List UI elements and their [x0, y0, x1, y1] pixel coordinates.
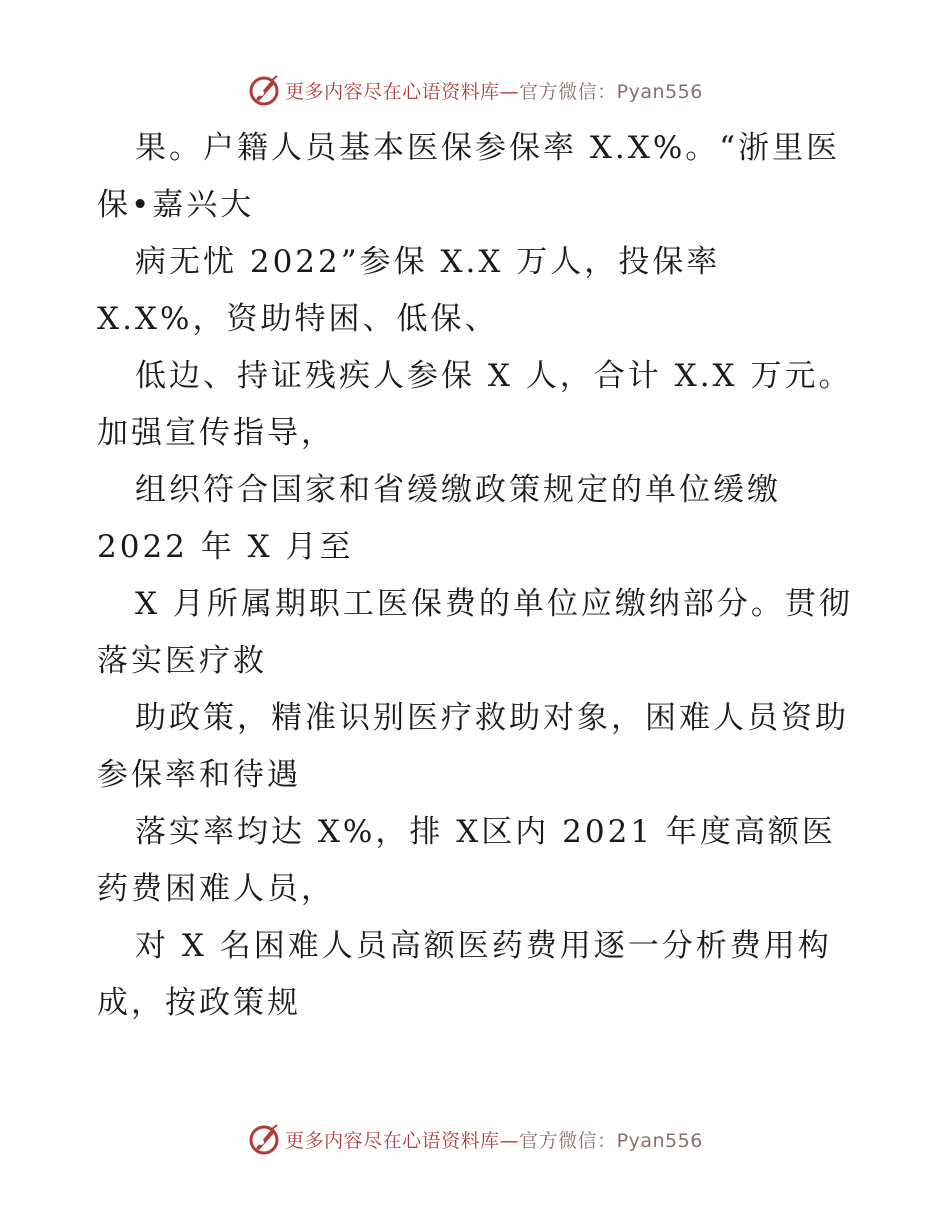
- document-body: [97, 120, 857, 1032]
- footer-banner: [0, 1119, 950, 1159]
- paragraph-line: 低边、持证残疾人参保 X 人，合计 X.X 万元。加强宣传指导，: [97, 358, 853, 451]
- banner-text: [285, 77, 703, 104]
- quill-logo-icon: [247, 73, 281, 107]
- banner-wechat-text: 官方微信：Pyan556: [519, 80, 703, 103]
- quill-logo-icon: [247, 1122, 281, 1156]
- banner-site-text: 更多内容尽在心语资料库—: [285, 1129, 520, 1152]
- paragraph-line: 助政策，精准识别医疗救助对象，困难人员资助参保率和待遇: [97, 700, 849, 793]
- paragraph-line: 落实率均达 X%，排 X区内 2021 年度高额医药费困难人员，: [97, 814, 836, 907]
- paragraph-line: 对 X 名困难人员高额医药费用逐一分析费用构成，按政策规: [97, 928, 832, 1021]
- paragraph-line: 组织符合国家和省缓缴政策规定的单位缓缴 2022 年 X 月至: [97, 472, 781, 565]
- header-banner: [0, 70, 950, 110]
- banner-wechat-text: 官方微信：Pyan556: [519, 1129, 703, 1152]
- banner-text: [285, 1126, 703, 1153]
- banner-site-text: 更多内容尽在心语资料库—: [285, 80, 520, 103]
- paragraph-line: X 月所属期职工医保费的单位应缴纳部分。贯彻落实医疗救: [97, 586, 853, 679]
- paragraph-line: 果。户籍人员基本医保参保率 X.X%。“浙里医保•嘉兴大: [97, 130, 841, 223]
- paragraph-line: 病无忧 2022”参保 X.X 万人，投保率 X.X%，资助特困、低保、: [97, 244, 721, 337]
